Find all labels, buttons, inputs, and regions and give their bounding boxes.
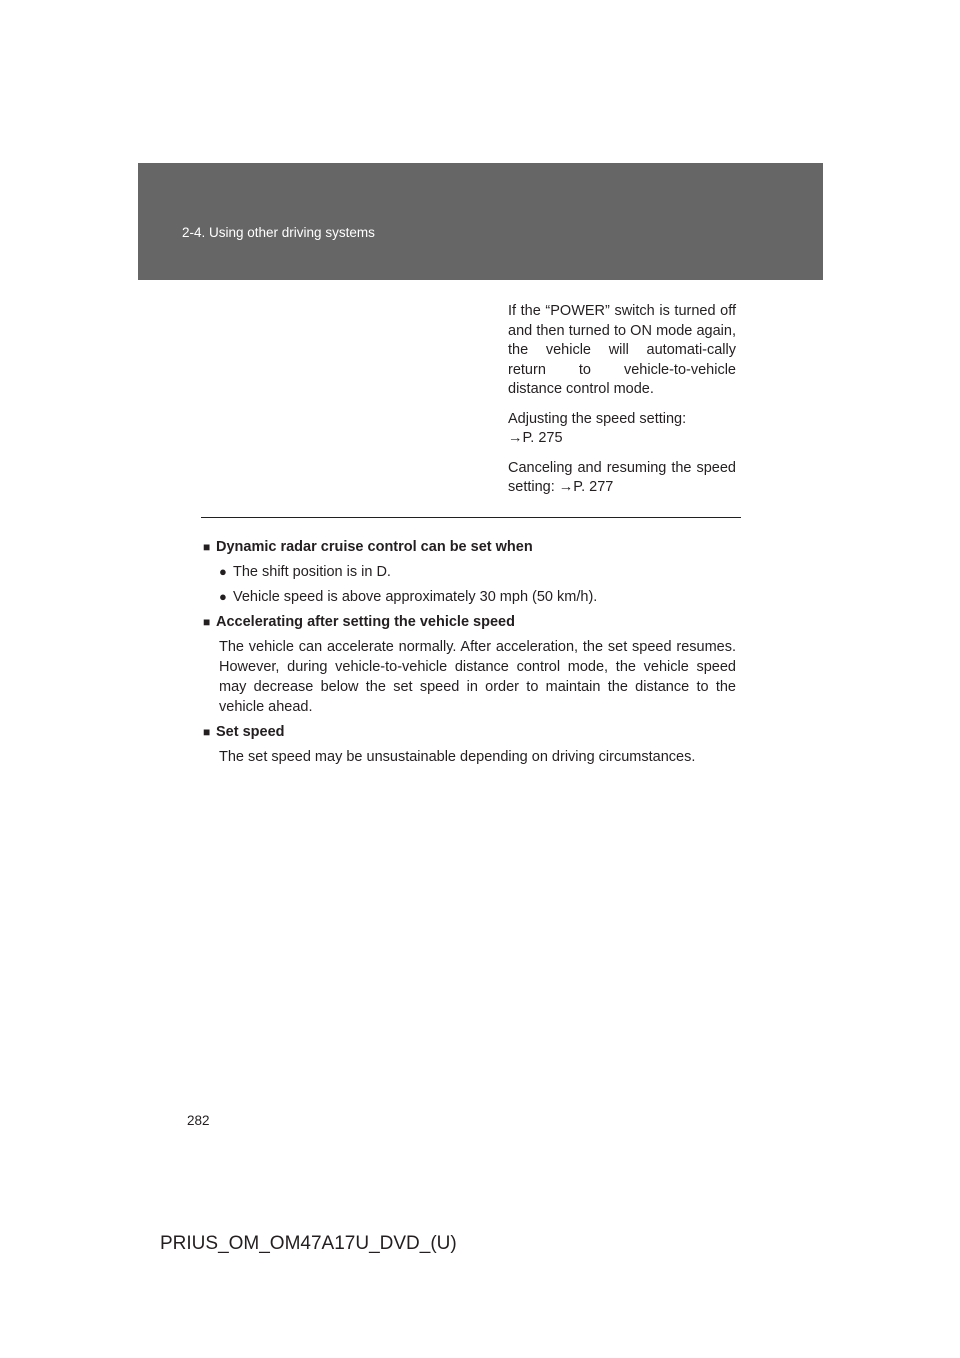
heading-text: Dynamic radar cruise control can be set when [216,539,533,555]
power-switch-note: If the “POWER” switch is turned off and then turned to ON mode again, the vehicle will automati-cally return to vehicle-to-vehicle distance control mode. [508,303,736,397]
section-divider [201,517,741,518]
note-heading [203,722,736,742]
adjust-speed-label: Adjusting the speed setting: [508,410,687,427]
section-title: 2-4. Using other driving systems [182,225,375,240]
adjust-speed-note [508,410,736,449]
note-heading [203,612,736,632]
square-bullet-icon: ■ [203,540,211,554]
page-number: 282 [187,1113,210,1128]
circle-bullet-icon: ● [219,564,227,579]
circle-bullet-icon: ● [219,589,227,604]
list-item [219,562,736,582]
notes-section [203,537,736,772]
note-heading [203,537,736,557]
square-bullet-icon: ■ [203,725,211,739]
heading-text: Set speed [216,724,285,740]
list-item-text: Vehicle speed is above approximately 30 mph (50 km/h). [233,589,598,605]
side-column [508,302,736,508]
adjust-speed-ref: →P. 275 [508,430,563,446]
square-bullet-icon: ■ [203,615,211,629]
set-speed-paragraph: The set speed may be unsustainable depending on driving circumstances. [219,749,696,765]
document-id: PRIUS_OM_OM47A17U_DVD_(U) [160,1233,457,1254]
cancel-resume-note: Canceling and resuming the speed setting: →P. 277 [508,459,736,495]
list-item-text: The shift position is in D. [233,564,391,580]
heading-text: Accelerating after setting the vehicle speed [216,614,515,630]
accelerating-paragraph: The vehicle can accelerate normally. After acceleration, the set speed resumes. However, during vehicle-to-vehicle distance control mode, the vehicle speed may decrease below the set speed in order to maintain the distance to the vehicle ahead. [219,639,736,715]
list-item [219,587,736,607]
header-band [138,163,823,280]
